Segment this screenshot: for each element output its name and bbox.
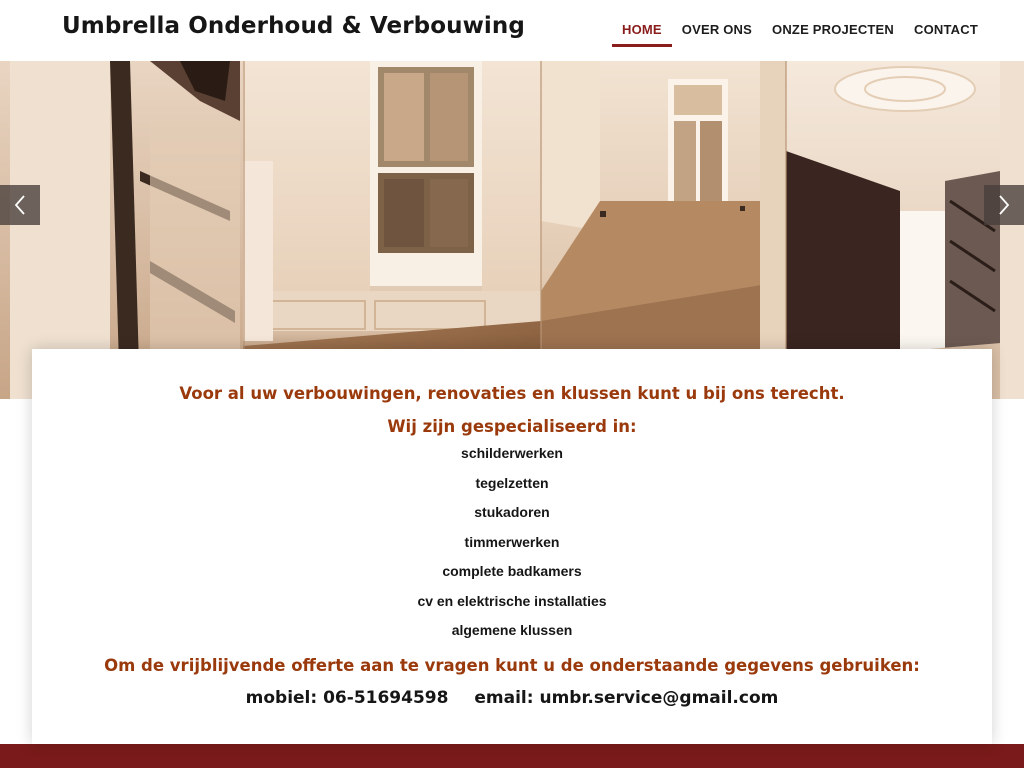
site-title[interactable]: Umbrella Onderhoud & Verbouwing — [62, 13, 525, 39]
offer-heading: Om de vrijblijvende offerte aan te vragen kunt u de onderstaande gegevens gebruiken: — [104, 656, 920, 675]
chevron-left-icon — [13, 194, 27, 216]
service-item: algemene klussen — [451, 622, 573, 638]
nav-item-over-ons[interactable]: OVER ONS — [681, 22, 753, 37]
nav-item-contact[interactable]: CONTACT — [914, 22, 978, 37]
nav-item-home[interactable]: HOME — [612, 0, 672, 61]
site-header — [0, 0, 1024, 61]
service-item: timmerwerken — [464, 533, 560, 550]
service-item: cv en elektrische installaties — [417, 592, 607, 609]
mobile-number: mobiel: 06-51694598 — [245, 688, 449, 708]
service-item: tegelzetten — [475, 474, 549, 491]
contact-details — [32, 688, 992, 708]
services-list — [32, 445, 992, 652]
content-card — [32, 349, 992, 744]
intro-heading: Voor al uw verbouwingen, renovaties en klussen kunt u bij ons terecht. — [179, 384, 845, 403]
nav-item-onze-projecten[interactable]: ONZE PROJECTEN — [772, 22, 895, 37]
content-card-body — [32, 349, 992, 744]
email-address[interactable]: email: umbr.service@gmail.com — [474, 688, 779, 708]
chevron-right-icon — [997, 194, 1011, 216]
service-item: schilderwerken — [461, 445, 563, 461]
main-nav — [612, 0, 988, 61]
service-item: complete badkamers — [442, 563, 582, 579]
slider-prev-button[interactable] — [0, 185, 40, 225]
footer-bar — [0, 744, 1024, 768]
slider-next-button[interactable] — [984, 185, 1024, 225]
service-item: stukadoren — [474, 504, 550, 520]
specialized-heading: Wij zijn gespecialiseerd in: — [387, 417, 637, 436]
